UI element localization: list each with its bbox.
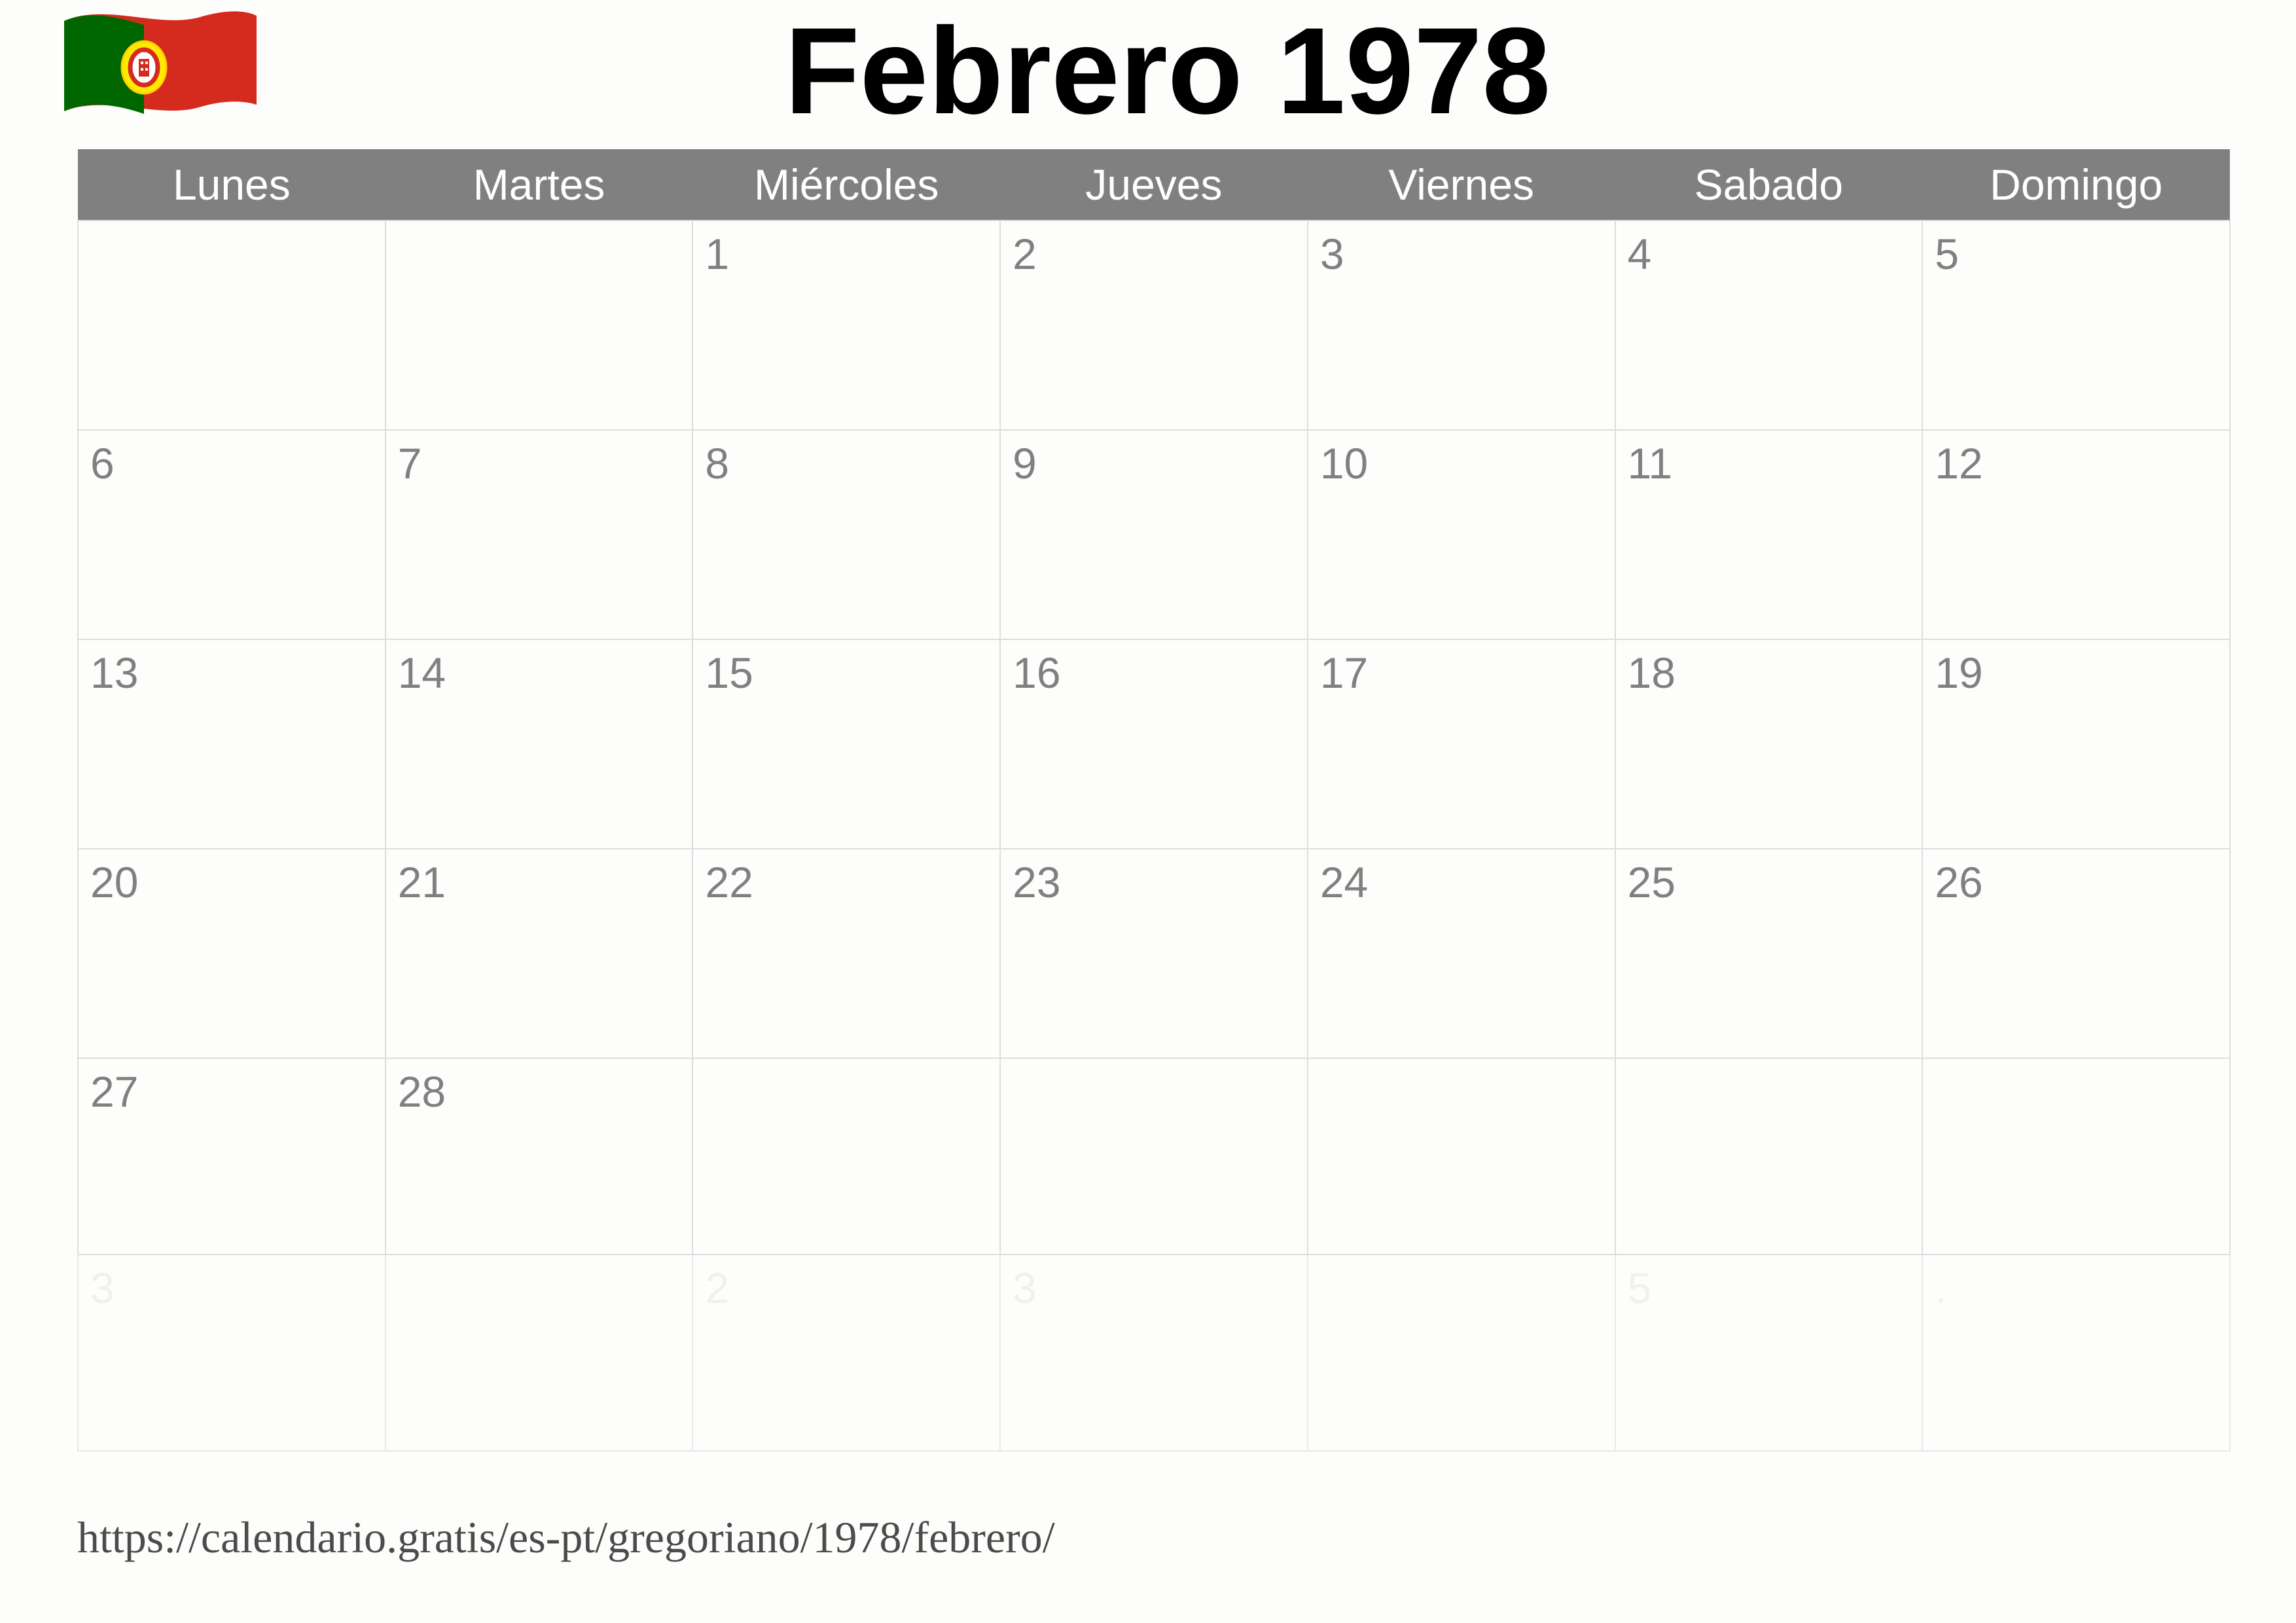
calendar-day-cell[interactable] — [386, 639, 693, 849]
weekday-header-saturday: Sabado — [1615, 149, 1923, 221]
calendar-day-cell[interactable] — [386, 430, 693, 639]
day-number: 6 — [90, 439, 115, 488]
day-number: 8 — [705, 439, 730, 488]
day-number: 26 — [1935, 858, 1983, 906]
calendar-day-cell[interactable] — [1000, 430, 1308, 639]
calendar-day-cell — [692, 1255, 1000, 1451]
day-number: 9 — [1013, 439, 1037, 488]
calendar-day-cell[interactable] — [1922, 1058, 2230, 1255]
calendar-day-cell[interactable] — [78, 1058, 386, 1255]
day-number: 13 — [90, 649, 139, 697]
day-number: 18 — [1627, 649, 1676, 697]
day-number: 27 — [90, 1067, 139, 1116]
day-number: 14 — [397, 649, 446, 697]
day-number: . — [1935, 1264, 1947, 1312]
calendar-day-cell — [78, 1255, 386, 1451]
day-number: 20 — [90, 858, 139, 906]
calendar-week-row — [78, 849, 2230, 1058]
calendar-day-cell[interactable] — [386, 1058, 693, 1255]
calendar-day-cell[interactable] — [692, 639, 1000, 849]
weekday-header-sunday: Domingo — [1922, 149, 2230, 221]
calendar-week-row-faded — [78, 1255, 2230, 1451]
calendar-day-cell[interactable] — [78, 221, 386, 430]
day-number: 3 — [90, 1264, 115, 1312]
day-number: 16 — [1013, 649, 1061, 697]
calendar-day-cell[interactable] — [1615, 430, 1923, 639]
calendar-day-cell[interactable] — [1922, 639, 2230, 849]
calendar-day-cell[interactable] — [1000, 221, 1308, 430]
day-number: 4 — [1627, 230, 1652, 278]
day-number: 21 — [397, 858, 446, 906]
weekday-header-wednesday: Miércoles — [692, 149, 1000, 221]
calendar-day-cell[interactable] — [1000, 1058, 1308, 1255]
calendar-grid — [77, 149, 2231, 1452]
calendar-week-row — [78, 1058, 2230, 1255]
calendar-day-cell[interactable] — [1308, 849, 1615, 1058]
day-number: 15 — [705, 649, 753, 697]
weekday-header-thursday: Jueves — [1000, 149, 1308, 221]
calendar-day-cell — [1000, 1255, 1308, 1451]
calendar-day-cell[interactable] — [78, 430, 386, 639]
weekday-header-monday: Lunes — [78, 149, 386, 221]
calendar-day-cell[interactable] — [1615, 1058, 1923, 1255]
calendar-day-cell[interactable] — [1922, 221, 2230, 430]
day-number: 22 — [705, 858, 753, 906]
day-number: 5 — [1935, 230, 1959, 278]
day-number: 2 — [1013, 230, 1037, 278]
calendar-day-cell[interactable] — [1308, 221, 1615, 430]
calendar-day-cell[interactable] — [692, 430, 1000, 639]
day-number: 19 — [1935, 649, 1983, 697]
calendar-day-cell[interactable] — [1922, 430, 2230, 639]
weekday-header-tuesday: Martes — [386, 149, 693, 221]
page-title: Febrero 1978 — [784, 2, 1551, 139]
calendar-day-cell[interactable] — [1000, 639, 1308, 849]
calendar-day-cell[interactable] — [386, 221, 693, 430]
day-number: 12 — [1935, 439, 1983, 488]
calendar-day-cell[interactable] — [1000, 849, 1308, 1058]
day-number: 25 — [1627, 858, 1676, 906]
calendar-day-cell — [1922, 1255, 2230, 1451]
calendar-day-cell[interactable] — [1615, 221, 1923, 430]
calendar-day-cell[interactable] — [1308, 639, 1615, 849]
weekday-header-row — [78, 149, 2230, 221]
day-number: 3 — [1319, 230, 1344, 278]
calendar-day-cell[interactable] — [1308, 1058, 1615, 1255]
day-number: 3 — [1013, 1264, 1037, 1312]
day-number: 7 — [397, 439, 422, 488]
day-number: 2 — [705, 1264, 730, 1312]
day-number: 28 — [397, 1067, 446, 1116]
calendar-day-cell — [386, 1255, 693, 1451]
day-number: 1 — [705, 230, 730, 278]
calendar-week-row — [78, 221, 2230, 430]
calendar-day-cell[interactable] — [1922, 849, 2230, 1058]
calendar-day-cell[interactable] — [692, 1058, 1000, 1255]
calendar-day-cell[interactable] — [1615, 639, 1923, 849]
calendar-day-cell — [1308, 1255, 1615, 1451]
calendar-day-cell — [1615, 1255, 1923, 1451]
calendar-day-cell[interactable] — [692, 221, 1000, 430]
calendar-day-cell[interactable] — [386, 849, 693, 1058]
day-number: 10 — [1319, 439, 1369, 488]
weekday-header-friday: Viernes — [1308, 149, 1615, 221]
calendar-day-cell[interactable] — [1615, 849, 1923, 1058]
day-number: 23 — [1013, 858, 1061, 906]
day-number: 17 — [1319, 649, 1369, 697]
calendar-week-row — [78, 639, 2230, 849]
day-number: 11 — [1627, 439, 1673, 488]
page-header — [0, 0, 2296, 147]
calendar-day-cell[interactable] — [1308, 430, 1615, 639]
calendar-day-cell[interactable] — [78, 639, 386, 849]
day-number: 5 — [1627, 1264, 1652, 1312]
calendar-week-row — [78, 430, 2230, 639]
calendar-day-cell[interactable] — [692, 849, 1000, 1058]
day-number: 24 — [1319, 858, 1369, 906]
calendar-day-cell[interactable] — [78, 849, 386, 1058]
source-url[interactable]: https://calendario.gratis/es-pt/gregoriano/1978/febrero/ — [77, 1512, 1055, 1562]
